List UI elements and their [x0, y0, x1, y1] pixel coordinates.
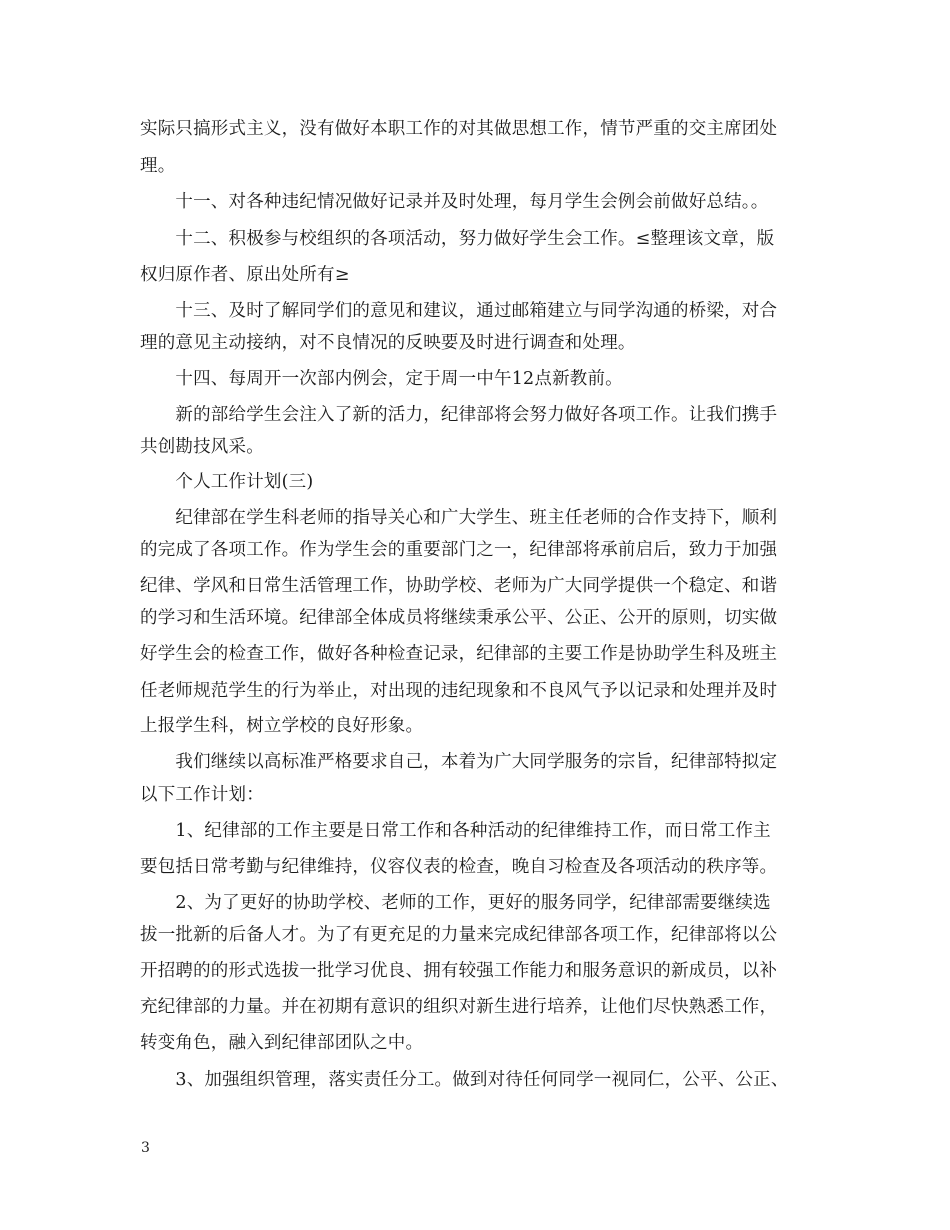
- text-line: 权归原作者、原出处所有≥: [140, 265, 350, 285]
- text-line: 的学习和生活环境。纪律部全体成员将继续秉承公平、公正、公开的原则，切实做: [140, 608, 778, 628]
- text-line: 十二、积极参与校组织的各项活动，努力做好学生会工作。≤整理该文章，版: [140, 229, 775, 249]
- text-line: 新的部给学生会注入了新的活力，纪律部将会努力做好各项工作。让我们携手: [140, 405, 778, 425]
- text-line: 我们继续以高标准严格要求自己，本着为广大同学服务的宗旨，纪律部特拟定: [140, 752, 778, 772]
- text-line: 理。: [140, 156, 176, 176]
- text-line: 纪律、学风和日常生活管理工作，协助学校、老师为广大同学提供一个稳定、和谐: [140, 576, 778, 596]
- text-line: 要包括日常考勤与纪律维持，仪容仪表的检查，晚自习检查及各项活动的秩序等。: [140, 857, 778, 877]
- text-line: 以下工作计划：: [140, 785, 264, 805]
- text-line: 开招聘的的形式选拔一批学习优良、拥有较强工作能力和服务意识的新成员，以补: [140, 961, 778, 981]
- text-line: 十三、及时了解同学们的意见和建议，通过邮箱建立与同学沟通的桥梁，对合: [140, 301, 778, 321]
- text-line: 十一、对各种违纪情况做好记录并及时处理，每月学生会例会前做好总结。。: [140, 192, 769, 212]
- text-line: 2、为了更好的协助学校、老师的工作，更好的服务同学，纪律部需要继续选: [140, 893, 771, 913]
- section-heading: 个人工作计划(三): [140, 472, 314, 492]
- text-line: 十四、每周开一次部内例会，定于周一中午12点新教前。: [140, 369, 623, 389]
- text-line: 实际只搞形式主义，没有做好本职工作的对其做思想工作，情节严重的交主席团处: [140, 119, 778, 139]
- text-line: 共创勘技风采。: [140, 437, 264, 457]
- text-line: 转变角色，融入到纪律部团队之中。: [140, 1033, 424, 1053]
- text-line: 3、加强组织管理，落实责任分工。做到对待任何同学一视同仁，公平、公正、: [140, 1070, 789, 1090]
- text-line: 任老师规范学生的行为举止，对出现的违纪现象和不良风气予以记录和处理并及时: [140, 681, 778, 701]
- text-line: 1、纪律部的工作主要是日常工作和各种活动的纪律维持工作，而日常工作主: [140, 821, 771, 841]
- text-line: 的完成了各项工作。作为学生会的重要部门之一，纪律部将承前启后，致力于加强: [140, 540, 778, 560]
- text-line: 上报学生科，树立学校的良好形象。: [140, 716, 424, 736]
- text-line: 充纪律部的力量。并在初期有意识的组织对新生进行培养，让他们尽快熟悉工作，: [140, 997, 778, 1017]
- text-line: 纪律部在学生科老师的指导关心和广大学生、班主任老师的合作支持下，顺利: [140, 508, 778, 528]
- text-line: 拔一批新的后备人才。为了有更充足的力量来完成纪律部各项工作，纪律部将以公: [140, 925, 778, 945]
- text-line: 理的意见主动接纳，对不良情况的反映要及时进行调查和处理。: [140, 333, 636, 353]
- text-line: 好学生会的检查工作，做好各种检查记录，纪律部的主要工作是协助学生科及班主: [140, 644, 778, 664]
- page-number: 3: [141, 1140, 150, 1156]
